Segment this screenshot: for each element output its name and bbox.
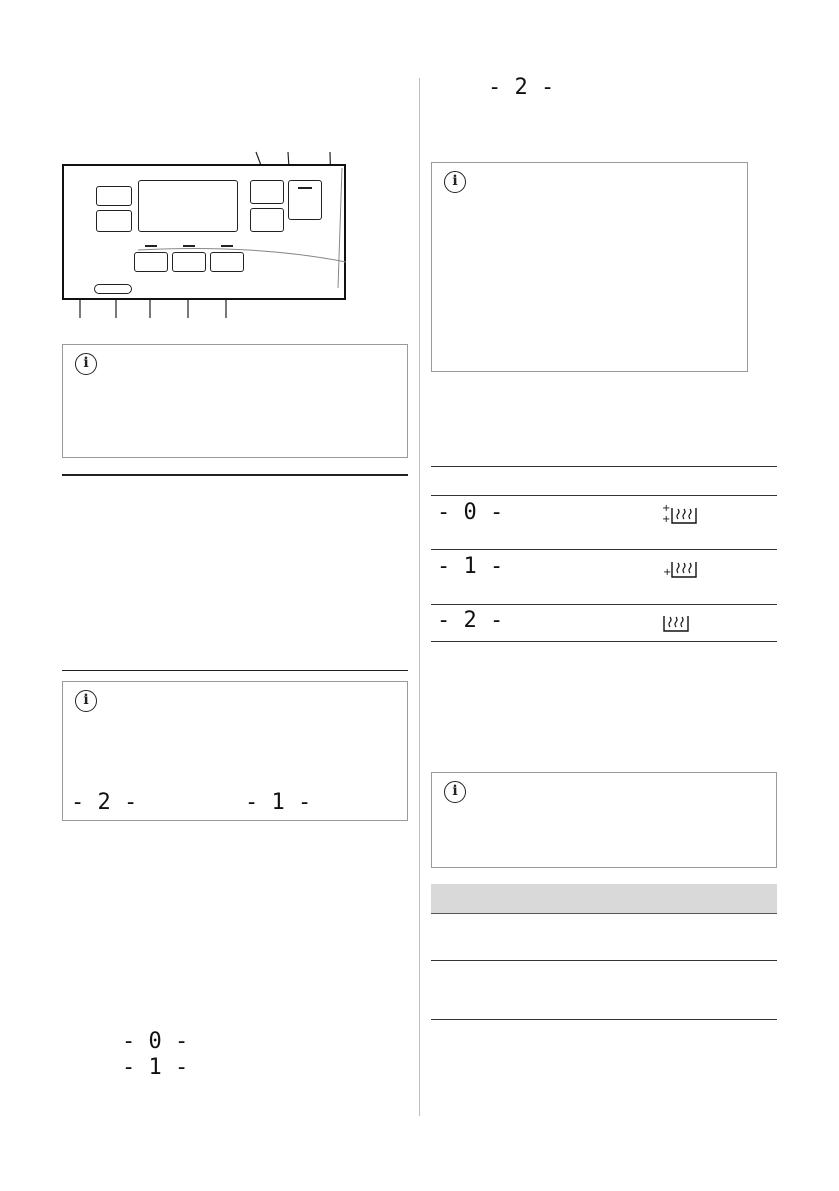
table-rule xyxy=(431,960,777,961)
svg-text:+: + xyxy=(662,514,671,525)
heat-level-high-icon xyxy=(662,502,698,526)
info-note xyxy=(62,344,408,458)
info-note xyxy=(62,681,408,821)
display-code: - 1 - xyxy=(122,1055,189,1080)
control-panel xyxy=(62,164,346,300)
info-note xyxy=(431,772,777,868)
display-code: - 0 - xyxy=(122,1029,189,1054)
table-header xyxy=(431,884,777,914)
table-rule xyxy=(431,495,777,496)
table-rule xyxy=(431,1019,777,1020)
table-rule xyxy=(431,604,777,605)
heat-table-code: - 2 - xyxy=(437,608,504,633)
table-rule xyxy=(431,641,777,642)
svg-text:+: + xyxy=(662,503,671,514)
info-icon: i xyxy=(444,171,466,193)
info-icon: i xyxy=(75,353,97,375)
heat-level-low-icon xyxy=(662,610,698,634)
info-note xyxy=(431,162,748,372)
section-rule xyxy=(62,474,408,476)
svg-text:+: + xyxy=(663,567,672,578)
heat-table-code: - 1 - xyxy=(437,554,504,579)
display-code: - 2 - xyxy=(71,790,138,815)
display-code: - 1 - xyxy=(245,790,312,815)
info-icon: i xyxy=(444,781,466,803)
info-icon: i xyxy=(75,690,97,712)
table-rule xyxy=(431,549,777,550)
panel-curve xyxy=(64,166,346,300)
section-rule xyxy=(62,670,408,671)
display-code: - 2 - xyxy=(488,75,555,100)
heat-table-code: - 0 - xyxy=(437,500,504,525)
table-rule xyxy=(431,466,777,467)
heat-level-medium-icon xyxy=(662,556,698,580)
column-divider xyxy=(419,78,420,1116)
